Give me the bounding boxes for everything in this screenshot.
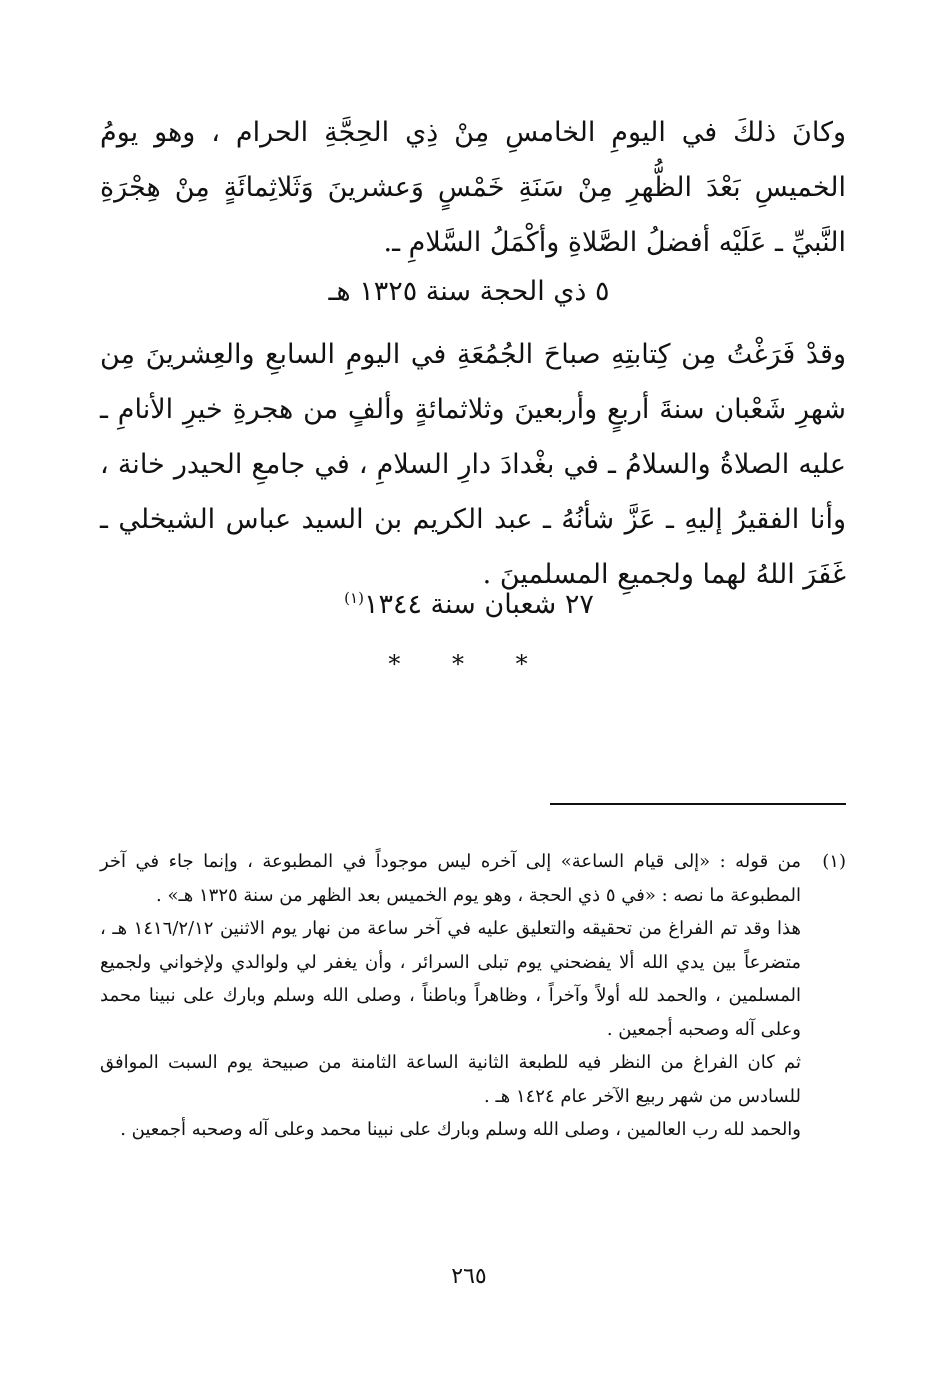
body-paragraph-1: وكانَ ذلكَ في اليومِ الخامسِ مِنْ ذِي الحِجَّةِ الحرام ، وهو يومُ الخميسِ بَعْدَ الظُّهرِ مِنْ سَنَةِ خَمْسٍ وَعشرينَ وَثَلاثِمائَةٍ مِنْ هِجْرَةِ النَّبيِّ ـ عَلَيْه أفضلُ الصَّلاةِ وأكْمَلُ السَّلامِ ـ. [100,117,846,258]
footnote-paragraph-2: هذا وقد تم الفراغ من تحقيقه والتعليق عليه في آخر ساعة من نهار يوم الاثنين ١٤١٦/٢/١٢ هـ ، متضرعاً بين يدي الله ألا يفضحني يوم تبلى السرائر ، وأن يغفر لي ولوالدي ولإخواني ولجميع المسلمين ، والحمد لله أولاً وآخراً ، وظاهراً وباطناً ، وصلى الله وسلم وبارك على نبينا محمد وعلى آله وصحبه أجمعين . [100,918,801,1040]
body-paragraph-2: وقدْ فَرَغْتُ مِن كِتابتِهِ صباحَ الجُمُعَةِ في اليومِ السابعِ والعِشرينَ مِن شهرِ شَعْبان سنةَ أربعٍ وأربعينَ وثلاثمائةٍ وألفٍ من هجرةِ خيرِ الأنامِ ـ عليه الصلاةُ والسلامُ ـ في بغْدادَ دارِ السلامِ ، في جامعِ الحيدر خانة ، وأنا الفقيرُ إليهِ ـ عَزَّ شأنُهُ ـ عبد الكريم بن السيد عباس الشيخلي ـ غَفَرَ اللهُ لهما ولجميعِ المسلمينَ . [100,339,846,590]
footnote-1 [100,845,846,1147]
footnote-paragraph-4: والحمد لله رب العالمين ، وصلى الله وسلم وبارك على نبينا محمد وعلى آله وصحبه أجمعين . [120,1119,801,1140]
footnote-divider [550,803,846,805]
footnote-paragraph-3: ثم كان الفراغ من النظر فيه للطبعة الثانية الساعة الثامنة من صبيحة يوم السبت الموافق للسادس من شهر ربيع الآخر عام ١٤٢٤ هـ . [100,1052,801,1107]
footnote-reference[interactable]: (١) [344,589,364,607]
date-heading-1: ٥ ذي الحجة سنة ١٣٢٥ هـ [328,276,610,307]
date-heading-2-text: ٢٧ شعبان سنة ١٣٤٤ [363,589,594,620]
date-heading-2 [0,585,938,625]
page-number: ٢٦٥ [451,1264,487,1289]
section-separator-stars: * * * [388,650,550,678]
footnotes-section [100,845,846,1147]
footnote-number: (١) [822,851,846,872]
footnote-paragraph-1: من قوله : «إلى قيام الساعة» إلى آخره ليس موجوداً في المطبوعة ، وإنما جاء في آخر المطبوعة ما نصه : «في ٥ ذي الحجة ، وهو يوم الخميس بعد الظهر من سنة ١٣٢٥ هـ» . [100,851,801,906]
